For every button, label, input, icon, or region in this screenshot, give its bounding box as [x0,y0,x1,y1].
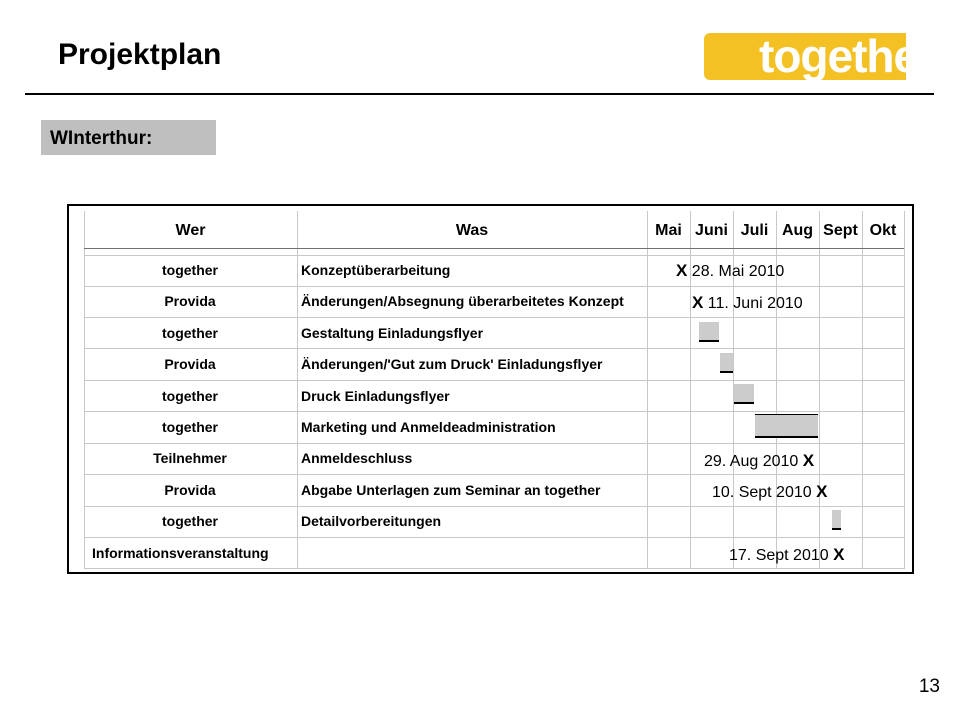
row-what: Konzeptüberarbeitung [301,262,451,278]
gantt-bar [755,414,818,438]
grid-vline [819,211,820,569]
milestone-marker: X [802,451,815,470]
grid-hline [84,248,904,249]
grid-hline [84,348,904,349]
milestone-date: 17. Sept 2010 [729,547,829,564]
row-who: together [162,513,218,529]
row-annotation [712,482,827,502]
header-month-okt: Okt [869,222,897,239]
grid-hline [84,255,904,256]
milestone-marker: X [833,545,845,564]
row-what: Detailvorbereitungen [301,513,442,529]
milestone-date: 10. Sept 2010 [712,484,812,501]
row-what: Marketing und Anmeldeadministration [301,419,556,435]
row-annotation [692,293,803,313]
grid-hline [84,317,904,318]
milestone-date: 28. Mai 2010 [691,263,785,280]
page-number: 13 [918,676,940,697]
page-title: Projektplan [58,38,222,71]
header-month-aug: Aug [781,222,814,239]
row-what: Anmeldeschluss [301,450,413,466]
grid-hline [84,568,904,569]
header-month-juni: Juni [695,222,728,239]
row-what: Änderungen/Absegnung überarbeitetes Konzept [301,293,624,309]
milestone-date: 29. Aug 2010 [704,453,799,470]
row-who: together [162,325,218,341]
row-who: together [162,388,218,404]
grid-vline [297,211,298,569]
grid-hline [84,474,904,475]
grid-hline [84,506,904,507]
gantt-bar [832,510,841,530]
milestone-marker: X [816,482,828,501]
row-who: Informationsveranstaltung [92,545,269,561]
grid-hline [84,411,904,412]
row-who: Teilnehmer [153,450,227,466]
milestone-marker: X [692,293,704,312]
grid-hline [84,380,904,381]
logo-text: together [759,30,935,82]
header-month-mai: Mai [655,222,682,239]
row-who: Provida [164,293,216,309]
row-what: Änderungen/'Gut zum Druck' Einladungsflyer [301,356,603,372]
grid-vline [647,211,648,569]
together-logo [704,30,935,82]
row-who: Provida [164,356,216,372]
milestone-marker: X [676,261,688,280]
gantt-bar [734,384,754,404]
gantt-bar [720,353,733,373]
row-who: together [162,262,218,278]
row-what: Abgabe Unterlagen zum Seminar an together [301,482,601,498]
grid-vline [862,211,863,569]
row-annotation [676,261,784,281]
grid-hline [84,286,904,287]
header-month-juli: Juli [740,222,769,239]
row-what: Druck Einladungsflyer [301,388,450,404]
milestone-date: 11. Juni 2010 [707,295,803,312]
location-label: WInterthur: [41,120,216,155]
grid-vline [904,211,905,569]
header-who: Wer [175,222,206,239]
grid-hline [84,443,904,444]
grid-hline [84,537,904,538]
row-what: Gestaltung Einladungsflyer [301,325,484,341]
header-divider [25,93,934,95]
header-what: Was [455,222,489,239]
row-annotation [729,545,844,565]
gantt-bar [699,322,719,342]
row-who: Provida [164,482,216,498]
header-month-sept: Sept [823,222,858,239]
row-who: together [162,419,218,435]
row-annotation [704,451,814,471]
